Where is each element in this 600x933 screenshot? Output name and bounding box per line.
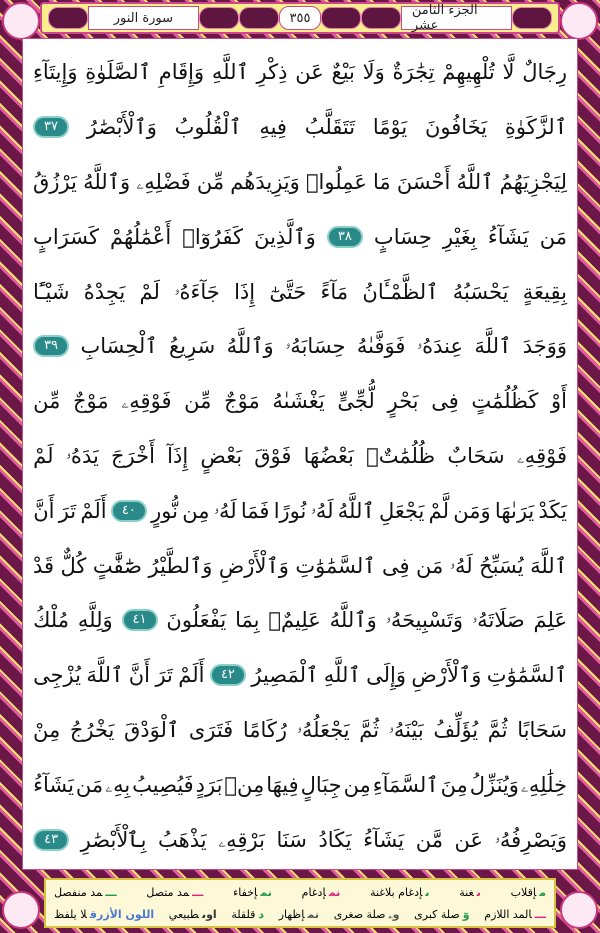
ornament-icon <box>199 7 239 29</box>
legend-row <box>54 882 546 904</box>
word: يَحْسَبُهُ <box>452 279 509 304</box>
legend-mark: ں <box>425 886 430 899</box>
text-line <box>33 483 567 538</box>
word: ٱللَّهِ <box>211 60 249 85</box>
text-line <box>33 45 567 100</box>
ayah-number-marker: ٤٣ <box>33 829 69 851</box>
legend-item <box>302 882 341 904</box>
legend-label: المد اللازم <box>484 908 532 921</box>
word: أَنَّ <box>128 663 151 688</box>
word: مِن <box>182 498 210 523</box>
ayah-number-marker: ٤١ <box>122 609 158 631</box>
legend-mark: نم <box>328 886 341 899</box>
word: ٱلْحِسَابِ <box>80 334 158 359</box>
word: وَٱلْأَرْضِ <box>411 663 482 688</box>
word: كَفَرُوٓا۟ <box>182 224 244 249</box>
word: وَٱلْأَبْصَٰرُ <box>86 115 157 140</box>
word: ٱللَّهَ <box>530 553 567 578</box>
word: كَظُلُمَٰتٍ <box>471 389 539 414</box>
word: يَشَآءُ <box>363 827 405 852</box>
word: وَٱللَّهُ <box>83 169 131 194</box>
legend-mark: م <box>539 886 546 899</box>
corner-ornament <box>560 891 598 929</box>
word: ٱلْمَصِيرُ <box>251 663 319 688</box>
legend-label: صلة كبرى <box>414 908 460 921</box>
word: وَٱللَّهُ <box>329 608 377 633</box>
ornament-icon <box>48 7 88 29</box>
word: يَرَىٰهَا <box>494 498 535 523</box>
word: وَإِيتَآءِ <box>33 60 78 85</box>
ayah-number-marker: ٣٧ <box>33 116 69 138</box>
word: عَن <box>454 827 484 852</box>
word: فَوْقَ <box>254 443 292 468</box>
juz-name: الجزء الثامن عشر <box>401 6 512 30</box>
word: لَّمْ <box>428 498 450 523</box>
word: وَٱلَّذِينَ <box>254 224 316 249</box>
word: مَآءً <box>320 279 349 304</box>
page-number: ٣٥٥ <box>279 6 322 30</box>
word: عَلِيمٌۢ <box>268 608 321 633</box>
word: لِيَجْزِيَهُمُ <box>499 169 567 194</box>
word: وَمَن <box>453 498 491 523</box>
word: حِسَابٍ <box>373 224 432 249</box>
ayah-number-marker: ٣٨ <box>327 226 363 248</box>
quran-text-area <box>22 38 578 870</box>
word: ثُمَّ <box>359 717 380 742</box>
legend-item <box>511 882 546 904</box>
word: أَلَمْ <box>80 498 107 523</box>
word: لَهُۥ <box>310 498 334 523</box>
corner-ornament <box>2 891 40 929</box>
word: ظُلُمَٰتٌۢ <box>366 443 436 468</box>
word: بِغَيْرِ <box>442 224 477 249</box>
text-line <box>33 429 567 484</box>
word: فِيهَا <box>266 772 299 797</box>
word: تَرَ <box>155 663 173 688</box>
word: مَّن <box>415 827 443 852</box>
word: يَشَآءُ <box>33 772 74 797</box>
word: ٱلزَّكَوٰةِ <box>504 115 567 140</box>
legend-label: إخفاء <box>233 886 258 899</box>
text-line <box>33 264 567 319</box>
word: فَتَرَى <box>188 717 234 742</box>
legend-item <box>279 904 319 926</box>
word: بَعْضُهَا <box>303 443 354 468</box>
text-line <box>33 100 567 155</box>
legend-mark: ـــ <box>534 908 546 921</box>
ornament-icon <box>239 7 279 29</box>
word: ذِكْرِ <box>256 60 288 85</box>
word: عَمِلُوا۟ <box>305 169 367 194</box>
word: يَشَآءُ <box>487 224 529 249</box>
word: قَدْ <box>33 553 55 578</box>
word: يَفْعَلُونَ <box>166 608 227 633</box>
tajweed-legend <box>44 878 556 928</box>
word: عِندَهُۥ <box>416 334 463 359</box>
corner-ornament <box>560 2 598 40</box>
word: تَرَ <box>58 498 77 523</box>
word: يَوْمًا <box>372 115 408 140</box>
text-line <box>33 703 567 758</box>
word: لَهُۥ <box>449 553 473 578</box>
word: سَنَا <box>276 827 307 852</box>
word: خِلَٰلِهِۦ <box>520 772 567 797</box>
word: بَرْقِهِۦ <box>218 827 265 852</box>
word: فَوَفَّىٰهُ <box>356 334 406 359</box>
legend-label: إدغام بلاغنة <box>370 886 423 899</box>
legend-label: إقلاب <box>510 886 537 899</box>
legend-mark: نم <box>260 886 272 899</box>
word: أَلَمْ <box>178 663 205 688</box>
legend-mark: وۦ <box>388 908 400 921</box>
word: تِجَٰرَةٌ <box>392 60 435 85</box>
word: فَوْقِهِۦ <box>121 389 172 414</box>
word: بِقِيعَةٍ <box>522 279 567 304</box>
ornament-icon <box>361 7 401 29</box>
word: صَلَاتَهُۥ <box>471 608 525 633</box>
word: يُسَبِّحُ <box>479 553 524 578</box>
word: مِّن <box>184 389 212 414</box>
legend-item <box>334 904 400 926</box>
word: يُزْجِى <box>33 663 81 688</box>
word: مَن <box>416 553 444 578</box>
word: سَحَابًا <box>517 717 567 742</box>
word: وَٱلطَّيْرُ <box>148 553 213 578</box>
legend-mark: د <box>258 908 265 921</box>
text-line <box>33 319 567 374</box>
legend-mark: اوى <box>201 908 217 921</box>
word: يَكَدْ <box>538 498 567 523</box>
word: تُلْهِيهِمْ <box>442 60 495 85</box>
word: لَهُۥ <box>213 498 237 523</box>
word: وَٱلْأَرْضِ <box>218 553 289 578</box>
word: نُّورٍ <box>151 498 178 523</box>
word: أَخْرَجَ <box>111 443 155 468</box>
surah-name: سورة النور <box>88 6 199 30</box>
word: وَٱللَّهُ <box>226 334 274 359</box>
legend-item <box>54 904 154 926</box>
word: وَإِقَامِ <box>158 60 205 85</box>
word: ٱلصَّلَوٰةِ <box>85 60 151 85</box>
word: بِمَا <box>235 608 260 633</box>
legend-label: إظهار <box>278 908 305 921</box>
word: ٱلسَّمَٰوَٰتِ <box>486 663 567 688</box>
word: فَمَا <box>240 498 270 523</box>
word: أَعْمَٰلُهُمْ <box>110 224 172 249</box>
legend-label: مد منفصل <box>54 886 103 899</box>
word: جَآءَهُۥ <box>174 279 220 304</box>
word: أَوْ <box>551 389 567 414</box>
word: كَسَرَابٍ <box>33 224 99 249</box>
legend-label: قلقلة <box>231 908 256 921</box>
word: فَوْقِهِۦ <box>516 443 567 468</box>
word: ٱلسَّمَٰوَٰتِ <box>295 553 376 578</box>
word: لُّجِّىٍّ <box>337 389 375 414</box>
word: فِى <box>382 553 410 578</box>
word: لَّا <box>502 60 515 85</box>
word: كُلٌّ <box>60 553 87 578</box>
legend-row <box>54 904 546 926</box>
word: ٱلسَّمَآءِ <box>372 772 439 797</box>
legend-item <box>370 882 429 904</box>
legend-label: إدغام <box>301 886 326 899</box>
legend-mark: ں <box>476 886 481 899</box>
word: يَرْزُقُ <box>33 169 77 194</box>
word: يَدَهُۥ <box>65 443 99 468</box>
word: إِذَآ <box>167 443 189 468</box>
word: حِسَابَهُۥ <box>285 334 346 359</box>
word: إِذَا <box>234 279 256 304</box>
legend-item <box>146 882 203 904</box>
word: وَيُنَزِّلُ <box>469 772 519 797</box>
text-line <box>33 757 567 812</box>
legend-item <box>414 904 469 926</box>
word: يَجْعَلِ <box>378 498 425 523</box>
word: مِّن <box>33 389 61 414</box>
ayah-number-marker: ٤٠ <box>111 500 147 522</box>
word: حَتَّىٰٓ <box>269 279 307 304</box>
legend-label: غنة <box>459 886 474 899</box>
legend-mark: اللون الأزرق <box>89 908 155 921</box>
word: فِى <box>431 389 459 414</box>
word: مَن <box>539 224 567 249</box>
legend-label: صلة صغرى <box>333 908 386 921</box>
word: يَغْشَىٰهُ <box>272 389 325 414</box>
word: لَمْ <box>139 279 160 304</box>
word: بَرَدٍ <box>195 772 223 797</box>
word: وَلِلَّهِ <box>77 608 113 633</box>
word: جِبَالٍ <box>300 772 342 797</box>
page-header <box>40 2 560 34</box>
word: نُورًا <box>273 498 307 523</box>
legend-item <box>231 904 264 926</box>
word: بَيْعٌ <box>331 60 355 85</box>
word: شَيْـًٔا <box>33 279 70 304</box>
text-line <box>33 648 567 703</box>
word: فَضْلِهِۦ <box>136 169 191 194</box>
text-line <box>33 593 567 648</box>
word: مِنۢ <box>224 772 265 797</box>
word: أَنَّ <box>33 498 55 523</box>
word: وَيَزِيدَهُم <box>230 169 300 194</box>
legend-mark: ـــ <box>105 886 117 899</box>
word: عَن <box>295 60 324 85</box>
legend-mark: وٓ <box>462 908 470 921</box>
word: مَن <box>75 772 104 797</box>
legend-item <box>233 882 272 904</box>
word: مِنَ <box>440 772 468 797</box>
word: سَحَابٌ <box>447 443 505 468</box>
word: مَا <box>373 169 391 194</box>
word: ثُمَّ <box>487 717 508 742</box>
word: وَوَجَدَ <box>522 334 567 359</box>
word: مَوْجٌ <box>224 389 260 414</box>
word: بِٱلْأَبْصَٰرِ <box>80 827 147 852</box>
word: مِن <box>343 772 371 797</box>
word: ٱللَّهَ <box>86 663 124 688</box>
word: ٱللَّهُ <box>337 498 375 523</box>
text-line <box>33 374 567 429</box>
legend-label: لا يلفظ <box>54 908 87 921</box>
word: ٱللَّهَ <box>474 334 512 359</box>
word: سَرِيعُ <box>169 334 216 359</box>
word: يُؤَلِّفُ <box>433 717 479 742</box>
word: بَيْنَهُۥ <box>388 717 424 742</box>
text-line <box>33 155 567 210</box>
word: مِّن <box>196 169 225 194</box>
word: ٱللَّهِ <box>323 663 361 688</box>
word: مُلْكُ <box>33 608 70 633</box>
word: ٱلظَّمْـَٔانُ <box>362 279 439 304</box>
ornament-icon <box>512 7 552 29</box>
word: رِجَالٌ <box>522 60 567 85</box>
word: وَيَصْرِفُهُۥ <box>494 827 567 852</box>
word: ٱلْقُلُوبُ <box>174 115 242 140</box>
word: بِهِۦ <box>105 772 131 797</box>
word: وَتَسْبِيحَهُۥ <box>385 608 464 633</box>
word: مِنْ <box>33 717 61 742</box>
word: يَخَافُونَ <box>424 115 488 140</box>
word: رُكَامًا <box>242 717 288 742</box>
word: يَجْعَلُهُۥ <box>296 717 350 742</box>
word: ٱللَّهُ <box>456 169 494 194</box>
legend-item <box>459 882 481 904</box>
word: يَكَادُ <box>318 827 352 852</box>
text-line <box>33 538 567 593</box>
word: صَٰٓفَّٰتٍ <box>92 553 142 578</box>
word: وَإِلَى <box>366 663 406 688</box>
word: يَخْرُجُ <box>69 717 115 742</box>
word: يَذْهَبُ <box>158 827 207 852</box>
word: لَمْ <box>33 443 54 468</box>
legend-item <box>484 904 546 926</box>
legend-label: طبيعي <box>168 908 199 921</box>
ayah-number-marker: ٤٢ <box>210 664 246 686</box>
word: فِيهِ <box>259 115 287 140</box>
ayah-number-marker: ٣٩ <box>33 335 69 357</box>
word: بَعْضٍ <box>200 443 243 468</box>
word: بَحْرٍ <box>387 389 419 414</box>
text-line <box>33 812 567 867</box>
corner-ornament <box>2 2 40 40</box>
word: عَلِمَ <box>533 608 567 633</box>
legend-mark: ـــ <box>192 886 204 899</box>
legend-mark: نم <box>307 908 320 921</box>
word: مَوْجٌ <box>72 389 109 414</box>
word: ٱلْوَدْقَ <box>124 717 180 742</box>
ornament-icon <box>321 7 361 29</box>
word: يَجِدْهُ <box>83 279 126 304</box>
legend-label: مد متصل <box>146 886 190 899</box>
word: تَتَقَلَّبُ <box>304 115 356 140</box>
word: أَحْسَنَ <box>396 169 451 194</box>
legend-item <box>169 904 217 926</box>
word: وَلَا <box>362 60 385 85</box>
text-line <box>33 209 567 264</box>
word: فَيُصِيبُ <box>132 772 194 797</box>
legend-item <box>54 882 117 904</box>
